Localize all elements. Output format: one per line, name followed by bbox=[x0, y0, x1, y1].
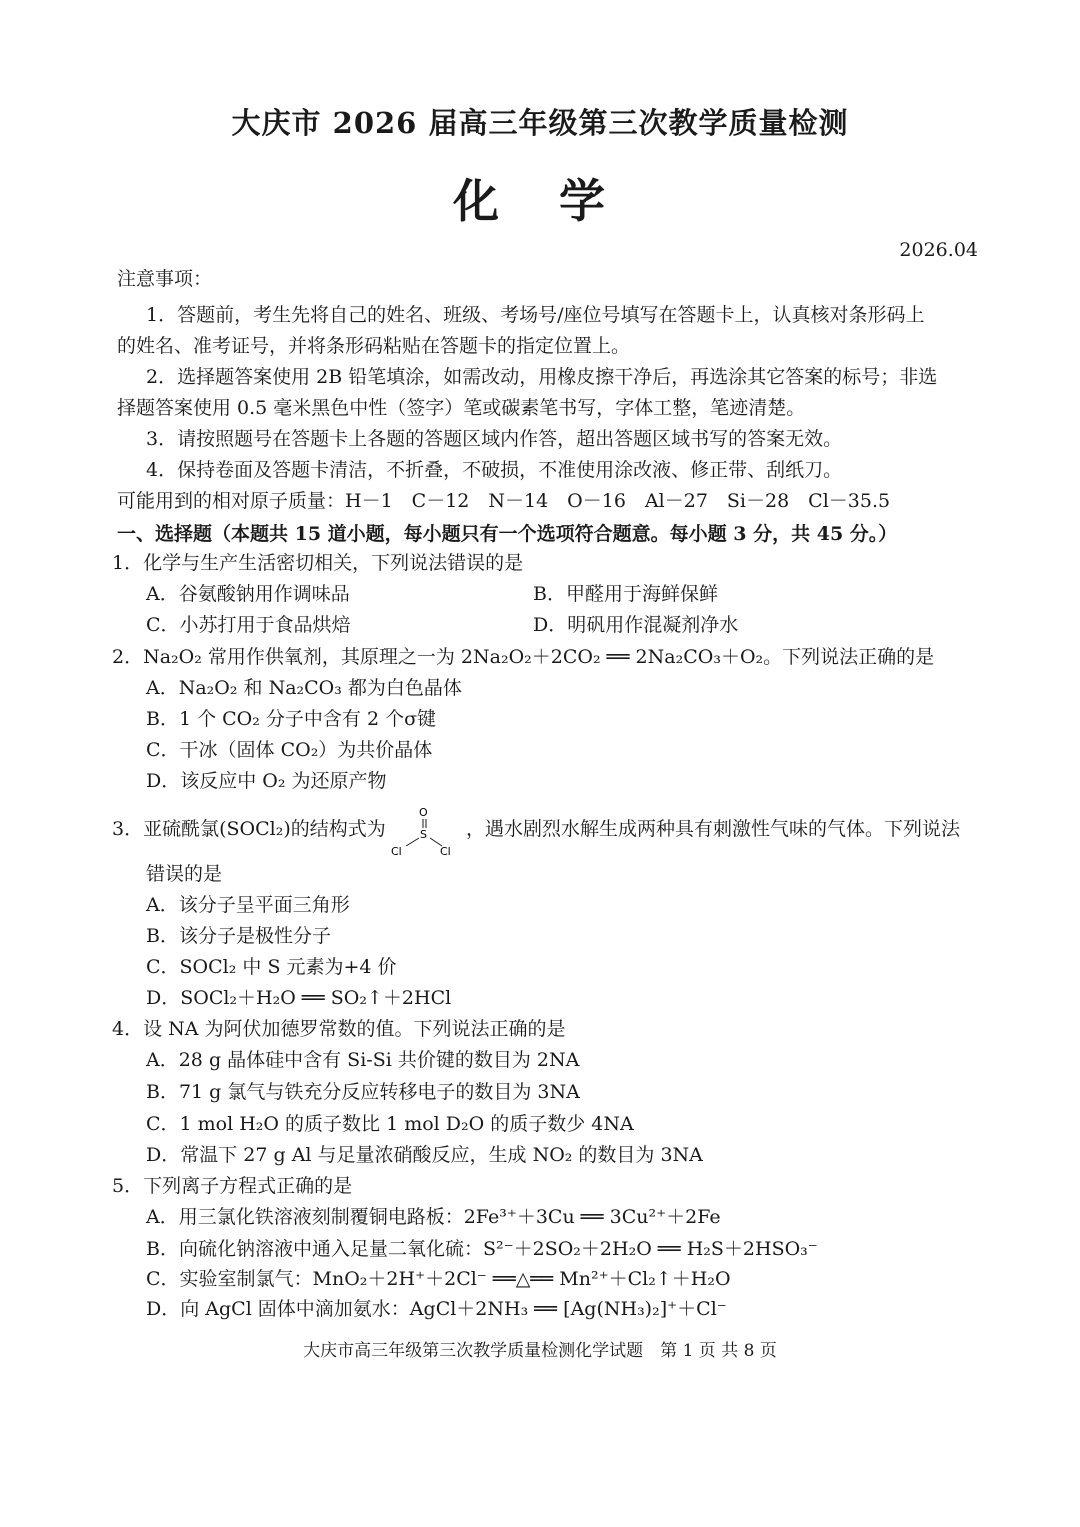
q3-stem-pre: 3．亚硫酰氯(SOCl₂)的结构式为 bbox=[112, 818, 386, 840]
q3-stem-post: ，遇水剧烈水解生成两种具有刺激性气味的气体。下列说法 bbox=[466, 818, 961, 840]
notice-item-3: 3．请按照题号在答题卡上各题的答题区域内作答，超出答题区域书写的答案无效。 bbox=[146, 428, 843, 450]
section-heading: 一、选择题（本题共 15 道小题，每小题只有一个选项符合题意。每小题 3 分，共 45 分。） bbox=[117, 523, 898, 545]
struct-cl-right: Cl bbox=[440, 845, 451, 858]
q2-option-b: B．1 个 CO₂ 分子中含有 2 个σ键 bbox=[146, 708, 437, 730]
struct-cl-left: Cl bbox=[391, 845, 402, 858]
socl2-structure bbox=[386, 804, 462, 858]
notice-item-2: 2．选择题答案使用 2B 铅笔填涂，如需改动，用橡皮擦干净后，再选涂其它答案的标号；非选 bbox=[146, 366, 938, 388]
notice-item-4: 4．保持卷面及答题卡清洁，不折叠，不破损，不准使用涂改液、修正带、刮纸刀。 bbox=[146, 459, 843, 481]
q4-option-c: C．1 mol H₂O 的质子数比 1 mol D₂O 的质子数少 4NA bbox=[146, 1113, 634, 1135]
q2-option-a: A．Na₂O₂ 和 Na₂CO₃ 都为白色晶体 bbox=[146, 677, 462, 699]
exam-title: 大庆市 2026 届高三年级第三次教学质量检测 bbox=[231, 106, 849, 140]
q3-option-a: A．该分子呈平面三角形 bbox=[146, 894, 350, 916]
struct-s: S bbox=[420, 828, 427, 841]
q5-option-c: C．实验室制氯气：MnO₂＋2H⁺＋2Cl⁻ ══△══ Mn²⁺＋Cl₂↑＋H₂O bbox=[146, 1268, 731, 1290]
q5-stem: 5．下列离子方程式正确的是 bbox=[112, 1175, 353, 1197]
q1-option-d: D．明矾用作混凝剂净水 bbox=[533, 614, 739, 636]
q2-option-d: D．该反应中 O₂ 为还原产物 bbox=[146, 770, 387, 792]
notice-item-2-cont: 择题答案使用 0.5 毫米黑色中性（签字）笔或碳素笔书写，字体工整，笔迹清楚。 bbox=[117, 397, 806, 419]
notice-heading: 注意事项： bbox=[117, 268, 213, 290]
q3-option-b: B．该分子是极性分子 bbox=[146, 925, 331, 947]
q2-option-c: C．干冰（固体 CO₂）为共价晶体 bbox=[146, 739, 433, 761]
struct-o: O bbox=[419, 806, 428, 819]
q1-option-c: C．小苏打用于食品烘焙 bbox=[146, 614, 351, 636]
subject-title: 化 学 bbox=[452, 174, 627, 228]
q2-stem: 2．Na₂O₂ 常用作供氧剂，其原理之一为 2Na₂O₂＋2CO₂ ══ 2Na₂CO₃＋O₂。下列说法正确的是 bbox=[112, 646, 935, 668]
atomic-mass: 可能用到的相对原子质量：H－1 C－12 N－14 O－16 Al－27 Si－28 Cl－35.5 bbox=[117, 490, 891, 512]
q1-option-a: A．谷氨酸钠用作调味品 bbox=[146, 583, 350, 605]
notice-item-1: 1．答题前，考生先将自己的姓名、班级、考场号/座位号填写在答题卡上，认真核对条形码上 bbox=[146, 304, 925, 326]
exam-date: 2026.04 bbox=[899, 239, 978, 261]
q4-option-d: D．常温下 27 g Al 与足量浓硝酸反应，生成 NO₂ 的数目为 3NA bbox=[146, 1144, 703, 1166]
q4-stem: 4．设 NA 为阿伏加德罗常数的值。下列说法正确的是 bbox=[112, 1018, 566, 1040]
q1-stem: 1．化学与生产生活密切相关，下列说法错误的是 bbox=[112, 552, 524, 574]
page-footer: 大庆市高三年级第三次教学质量检测化学试题 第 1 页 共 8 页 bbox=[303, 1341, 777, 1361]
q3-stem-cont: 错误的是 bbox=[146, 863, 223, 885]
q5-option-b: B．向硫化钠溶液中通入足量二氧化硫：S²⁻＋2SO₂＋2H₂O ══ H₂S＋2HSO₃⁻ bbox=[146, 1238, 818, 1260]
q4-option-b: B．71 g 氯气与铁充分反应转移电子的数目为 3NA bbox=[146, 1081, 580, 1103]
q5-option-d: D．向 AgCl 固体中滴加氨水：AgCl＋2NH₃ ══ [Ag(NH₃)₂]⁺＋Cl⁻ bbox=[146, 1298, 727, 1320]
q1-option-b: B．甲醛用于海鲜保鲜 bbox=[533, 583, 718, 605]
q5-option-a: A．用三氯化铁溶液刻制覆铜电路板：2Fe³⁺＋3Cu ══ 3Cu²⁺＋2Fe bbox=[146, 1206, 721, 1228]
notice-item-1-cont: 的姓名、准考证号，并将条形码粘贴在答题卡的指定位置上。 bbox=[117, 335, 631, 357]
q3-option-c: C．SOCl₂ 中 S 元素为+4 价 bbox=[146, 956, 397, 978]
q4-option-a: A．28 g 晶体硅中含有 Si-Si 共价键的数目为 2NA bbox=[146, 1049, 580, 1071]
q3-option-d: D．SOCl₂＋H₂O ══ SO₂↑＋2HCl bbox=[146, 987, 452, 1009]
